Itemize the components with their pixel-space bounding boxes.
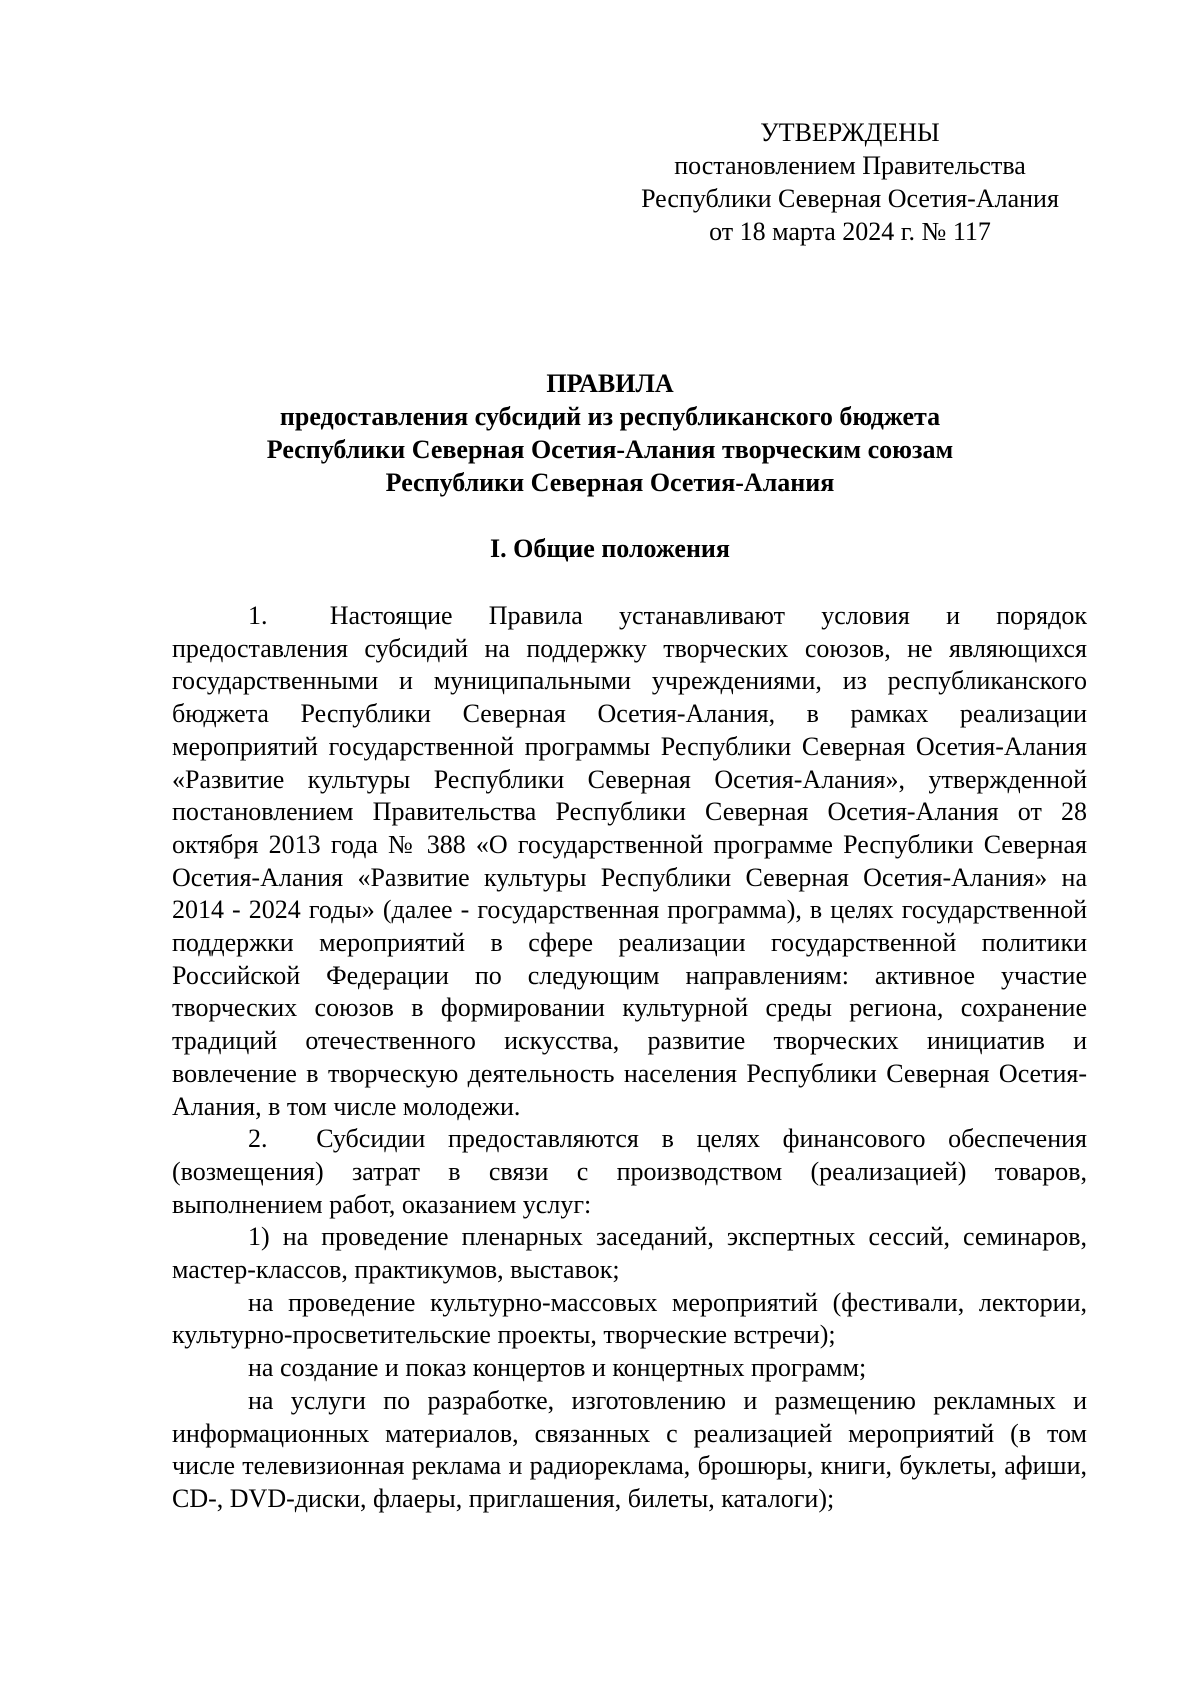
section-heading: I. Общие положения xyxy=(490,534,730,563)
paragraph: на создание и показ концертов и концертных программ; xyxy=(248,1353,867,1383)
title-line: ПРАВИЛА xyxy=(546,369,674,398)
document-body xyxy=(172,600,1087,1516)
approval-stamp xyxy=(600,116,1100,248)
title-line: Республики Северная Осетия-Алания творческим союзам xyxy=(266,435,954,464)
paragraph: 1. Настоящие Правила устанавливают условия и порядок предоставления субсидий на поддержку творческих союзов, не являющихся государственными и муниципальными учреждениями, из республиканского бюджета Республики Северная Осетия-Алания, в рамках реализации мероприятий государственной программы Республики Северная Осетия-Алания «Развитие культуры Республики Северная Осетия-Алания», утвержденной постановлением Правительства Республики Северная Осетия-Алания от 28 октября 2013 года № 388 «О государственной программе Республики Северная Осетия-Алания «Развитие культуры Республики Северная Осетия-Алания» на 2014 - 2024 годы» (далее - государственная программа), в целях государственной поддержки мероприятий в сфере реализации государственной политики Российской Федерации по следующим направлениям: активное участие творческих союзов в формировании культурной среды региона, сохранение традиций отечественного искусства, развитие творческих инициатив и вовлечение в творческую деятельность населения Республики Северная Осетия-Алания, в том числе молодежи. xyxy=(172,601,1087,1121)
paragraph: 2. Субсидии предоставляются в целях финансового обеспечения (возмещения) затрат в связи с производством (реализацией) товаров, выполнением работ, оказанием услуг: xyxy=(172,1124,1087,1219)
paragraph: на услуги по разработке, изготовлению и размещению рекламных и информационных материалов, связанных с реализацией мероприятий (в том числе телевизионная реклама и радиореклама, брошюры, книги, буклеты, афиши, CD-, DVD-диски, флаеры, приглашения, билеты, каталоги); xyxy=(172,1385,1087,1513)
document-title xyxy=(150,367,1070,499)
approval-line: Республики Северная Осетия-Алания xyxy=(641,184,1059,213)
approval-line: УТВЕРЖДЕНЫ xyxy=(760,118,940,147)
title-line: предоставления субсидий из республиканского бюджета xyxy=(279,402,941,431)
approval-date-line: от 18 марта 2024 г. № 117 xyxy=(709,217,991,246)
paragraph: 1) на проведение пленарных заседаний, экспертных сессий, семинаров, мастер-классов, практикумов, выставок; xyxy=(172,1222,1087,1285)
paragraph: на проведение культурно-массовых мероприятий (фестивали, лектории, культурно-просветительские проекты, творческие встречи); xyxy=(172,1287,1087,1350)
title-line: Республики Северная Осетия-Алания xyxy=(385,468,835,497)
approval-line: постановлением Правительства xyxy=(674,151,1026,180)
